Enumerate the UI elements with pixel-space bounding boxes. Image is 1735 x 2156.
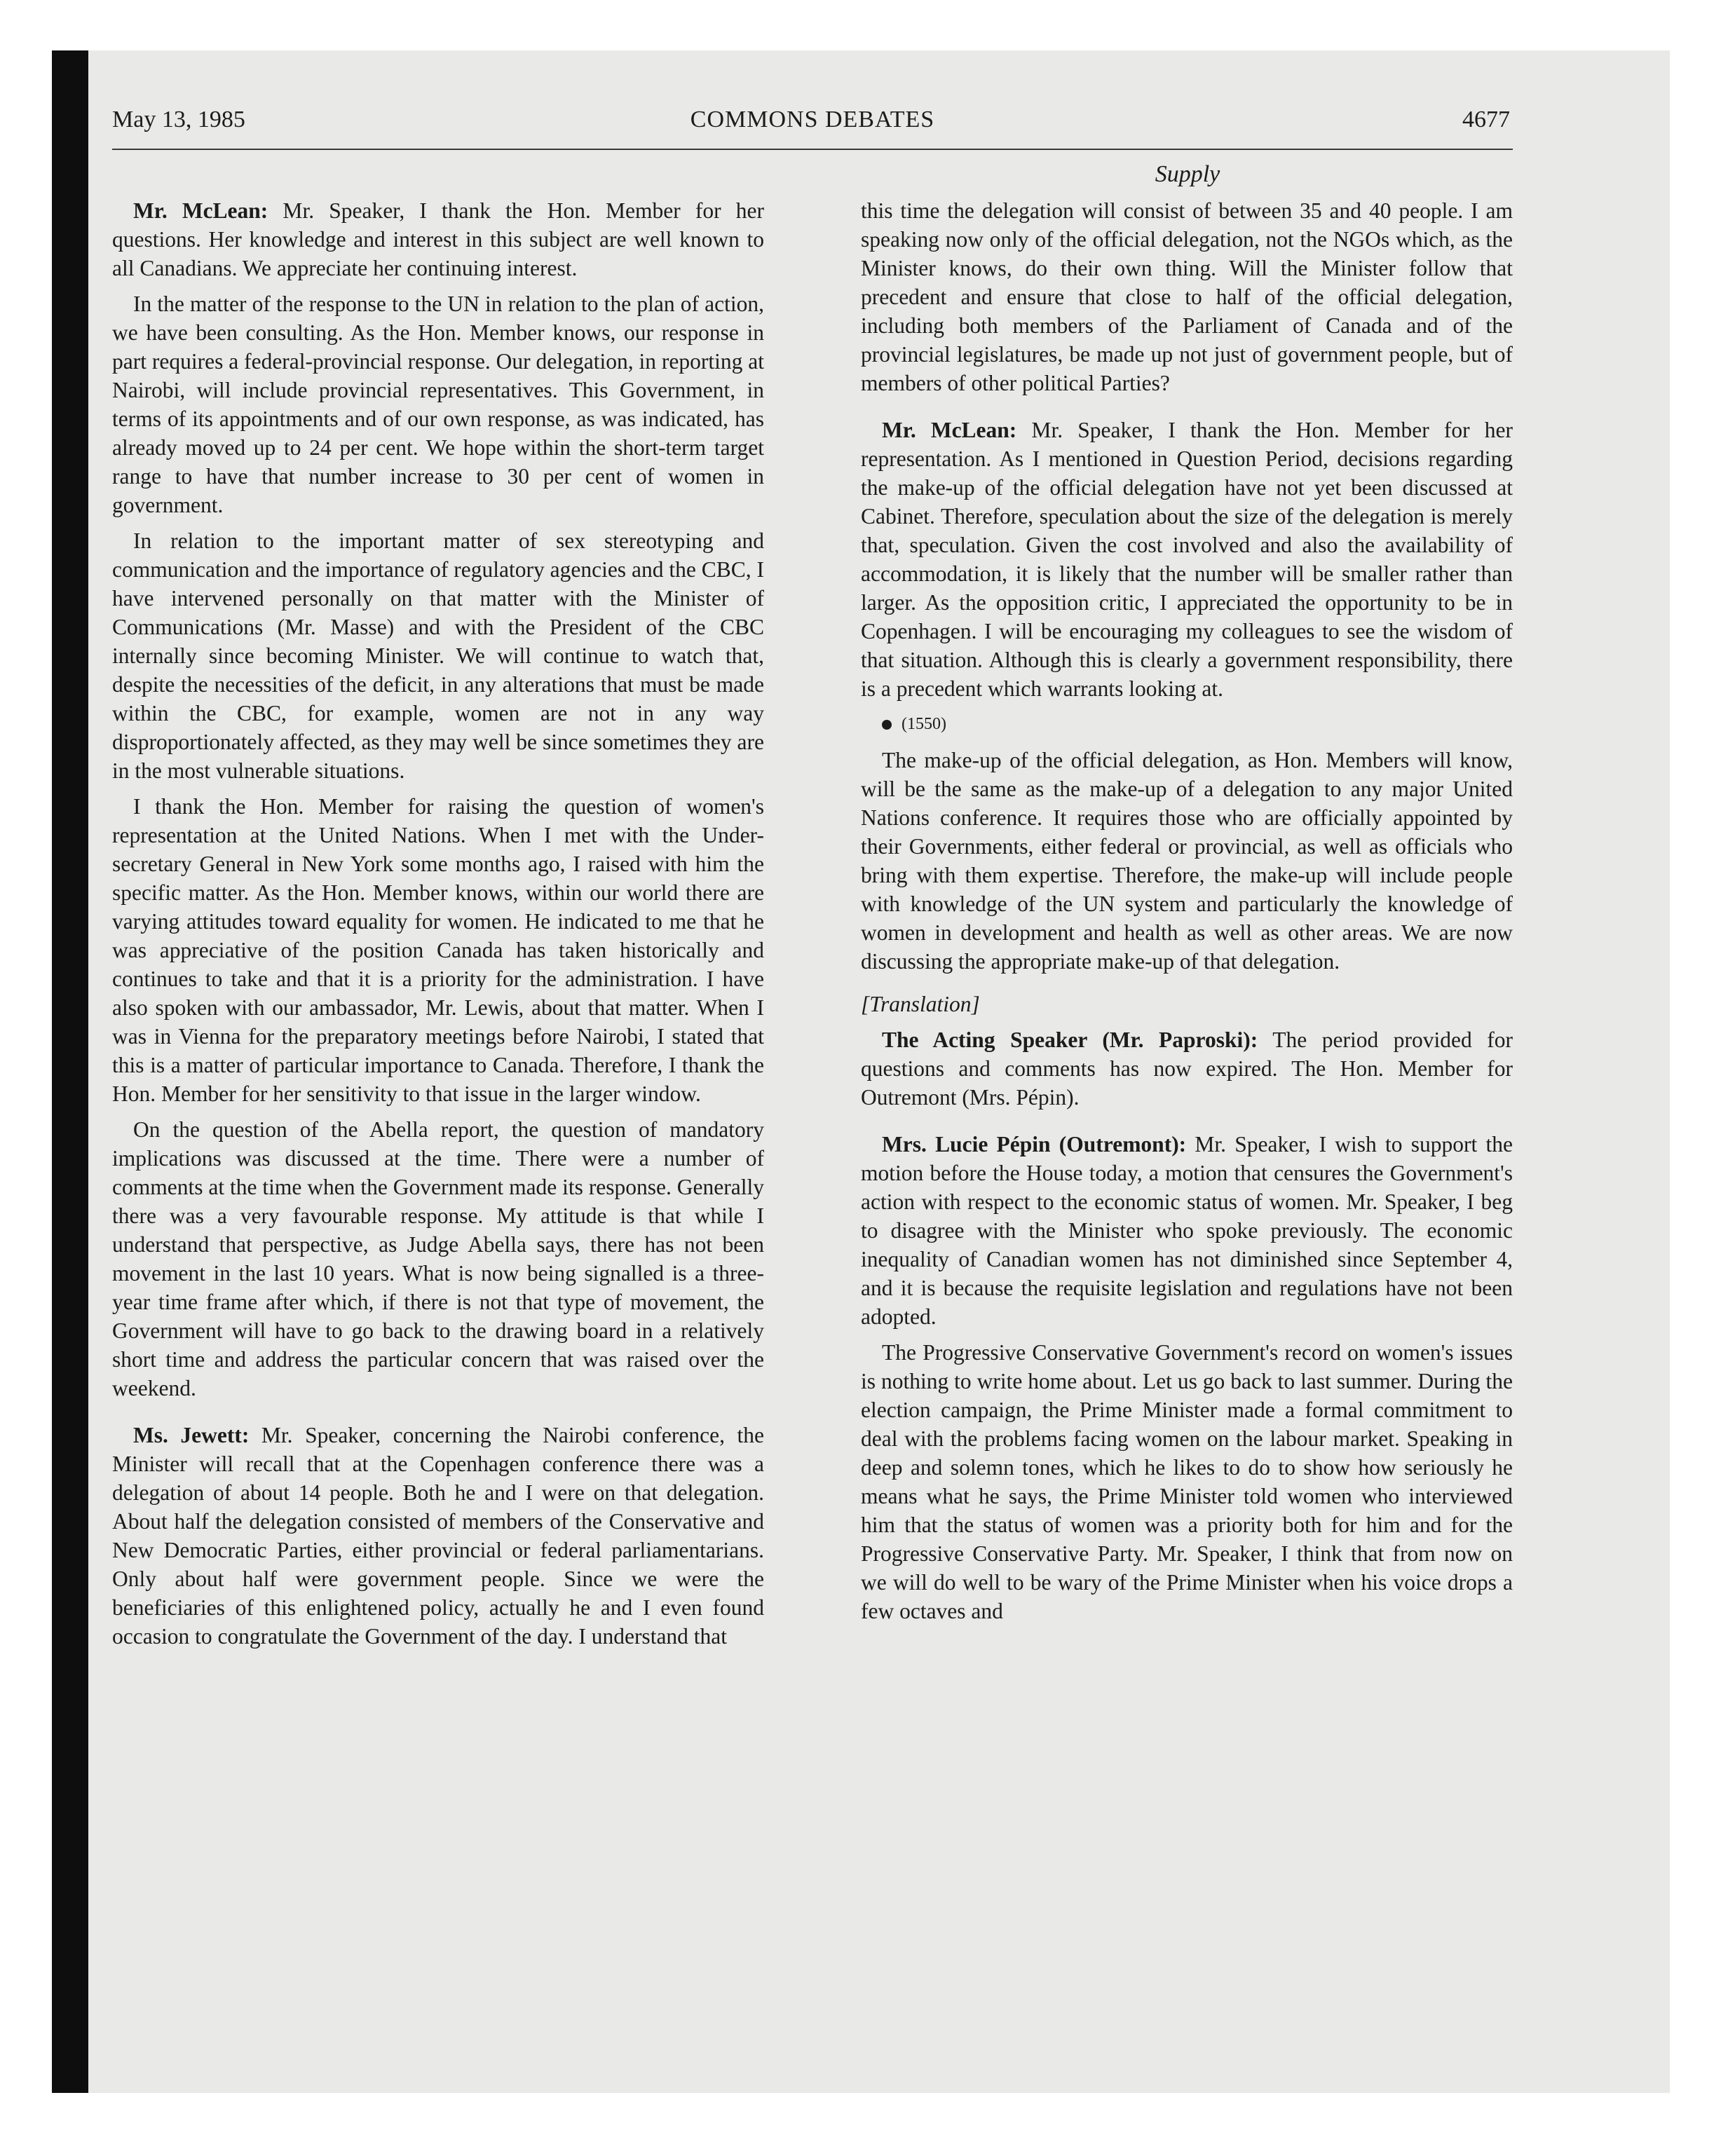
paragraph [861, 1130, 1513, 1331]
paragraph: In relation to the important matter of sex stereotyping and communication and the importance of regulatory agencies and the CBC, I have intervened personally on that matter with the Minister of Communications (Mr. Masse) and with the President of the CBC internally since becoming Minister. We will continue to watch that, despite the necessities of the deficit, in any alterations that must be made within the CBC, for example, women are not in any way disproportionately affected, as they may well be since sometimes they are in the most vulnerable situations. [112, 528, 764, 783]
paragraph [861, 1025, 1513, 1112]
time-marker-text: (1550) [901, 715, 946, 733]
paragraph [112, 1421, 764, 1651]
paragraph-text: Mr. Speaker, I thank the Hon. Member for her representation. As I mentioned in Question Period, decisions regarding the make-up of the official delegation have not yet been discussed at Cabinet. Therefore, speculation about the size of the delegation is merely that, speculation. Given the cost involved and also the availability of accommodation, it is likely that the number will be smaller rather than larger. As the opposition critic, I appreciated the opportunity to be in Copenhagen. I will be encouraging my colleagues to see the wisdom of that situation. Although this is clearly a government responsibility, there is a precedent which warrants looking at. [861, 418, 1513, 701]
translation-label: [Translation] [861, 992, 980, 1016]
paragraph: The make-up of the official delegation, as Hon. Members will know, will be the same as the make-up of a delegation to any major United Nations conference. It requires those who are officially appointed by their Governments, either federal or provincial, as well as officials who bring with them expertise. Therefore, the make-up will include people with knowledge of the UN system and particularly the knowledge of women in development and health as well as other areas. We are now discussing the appropriate make-up of that delegation. [861, 748, 1513, 974]
speaker-name: Ms. Jewett: [133, 1423, 250, 1447]
header-date: May 13, 1985 [112, 107, 245, 132]
speaker-name: Mrs. Lucie Pépin (Outremont): [882, 1132, 1187, 1157]
speaker-name: The Acting Speaker (Mr. Paproski): [882, 1028, 1258, 1052]
paragraph-text: Mr. Speaker, concerning the Nairobi conference, the Minister will recall that at the Copenhagen conference there was a delegation of about 14 people. Both he and I were on that delegation. About half the delegation consisted of members of the Conservative and New Democratic Parties, either provincial or federal parliamentarians. Only about half were government people. Since we were the beneficiaries of this enlightened policy, actually he and I even found occasion to congratulate the Government of the day. I understand that [112, 1423, 764, 1649]
bullet-icon [882, 720, 892, 730]
paragraph: The Progressive Conservative Government's record on women's issues is nothing to write home about. Let us go back to last summer. During the election campaign, the Prime Minister made a formal commitment to deal with the problems facing women on the labour market. Speaking in deep and solemn tones, which he likes to do to show how seriously he means what he says, the Prime Minister told women who interviewed him that the status of women was a priority both for him and for the Progressive Conservative Party. Mr. Speaker, I think that from now on we will do well to be wary of the Prime Minister when his voice drops a few octaves and [861, 1340, 1513, 1623]
header-page-number: 4677 [1462, 107, 1510, 132]
header-title: COMMONS DEBATES [690, 107, 935, 132]
time-marker [861, 710, 1513, 739]
left-column [112, 196, 764, 1658]
paragraph [112, 196, 764, 282]
paragraph-text: Mr. Speaker, I thank the Hon. Member for her questions. Her knowledge and interest in this subject are well known to all Canadians. We appreciate her continuing interest. [112, 198, 764, 280]
paragraph: this time the delegation will consist of between 35 and 40 people. I am speaking now only of the official delegation, not the NGOs which, as the Minister knows, do their own thing. Will the Minister follow that precedent and ensure that close to half of the official delegation, including both members of the Parliament of Canada and of the provincial legislatures, be made up not just of government people, but of members of other political Parties? [861, 198, 1513, 395]
speaker-name: Mr. McLean: [882, 418, 1017, 442]
paragraph: In the matter of the response to the UN in relation to the plan of action, we have been consulting. As the Hon. Member knows, our response in part requires a federal-provincial response. Our delegation, in reporting at Nairobi, will include provincial representatives. This Government, in terms of its appointments and of our own response, as was indicated, has already moved up to 24 per cent. We hope within the short-term target range to have that number increase to 30 per cent of women in government. [112, 292, 764, 517]
paragraph [861, 416, 1513, 703]
paragraph: I thank the Hon. Member for raising the question of women's representation at the United Nations. When I met with the Under-secretary General in New York some months ago, I raised with him the specific matter. As the Hon. Member knows, within our world there are varying attitudes toward equality for women. He indicated to me that he was appreciative of the position Canada has taken historically and continues to take and that it is a priority for the administration. I have also spoken with our ambassador, Mr. Lewis, about that matter. When I was in Vienna for the preparatory meetings before Nairobi, I stated that this is a matter of particular importance to Canada. Therefore, I thank the Hon. Member for her sensitivity to that issue in the larger window. [112, 794, 764, 1106]
paragraph: On the question of the Abella report, the question of mandatory implications was discussed at the time. There were a number of comments at the time when the Government made its response. Generally there was a very favourable response. My attitude is that while I understand that perspective, as Judge Abella says, there has not been movement in the last 10 years. What is now being signalled is a three-year time frame after which, if there is not that type of movement, the Government will have to go back to the drawing board in a relatively short time and address the particular concern that was raised over the weekend. [112, 1117, 764, 1400]
page-header [112, 107, 1513, 150]
paragraph-text: The period provided for questions and comments has now expired. The Hon. Member for Outremont (Mrs. Pépin). [861, 1028, 1513, 1110]
right-column [861, 196, 1513, 1632]
section-title: Supply [1155, 161, 1220, 187]
paragraph-text: Mr. Speaker, I wish to support the motion before the House today, a motion that censures the Government's action with respect to the economic status of women. Mr. Speaker, I beg to disagree with the Minister who spoke previously. The economic inequality of Canadian women has not diminished since September 4, and it is because the requisite legislation and regulations have not been adopted. [861, 1132, 1513, 1329]
scan-edge-bar [52, 50, 88, 2093]
speaker-name: Mr. McLean: [133, 198, 268, 223]
